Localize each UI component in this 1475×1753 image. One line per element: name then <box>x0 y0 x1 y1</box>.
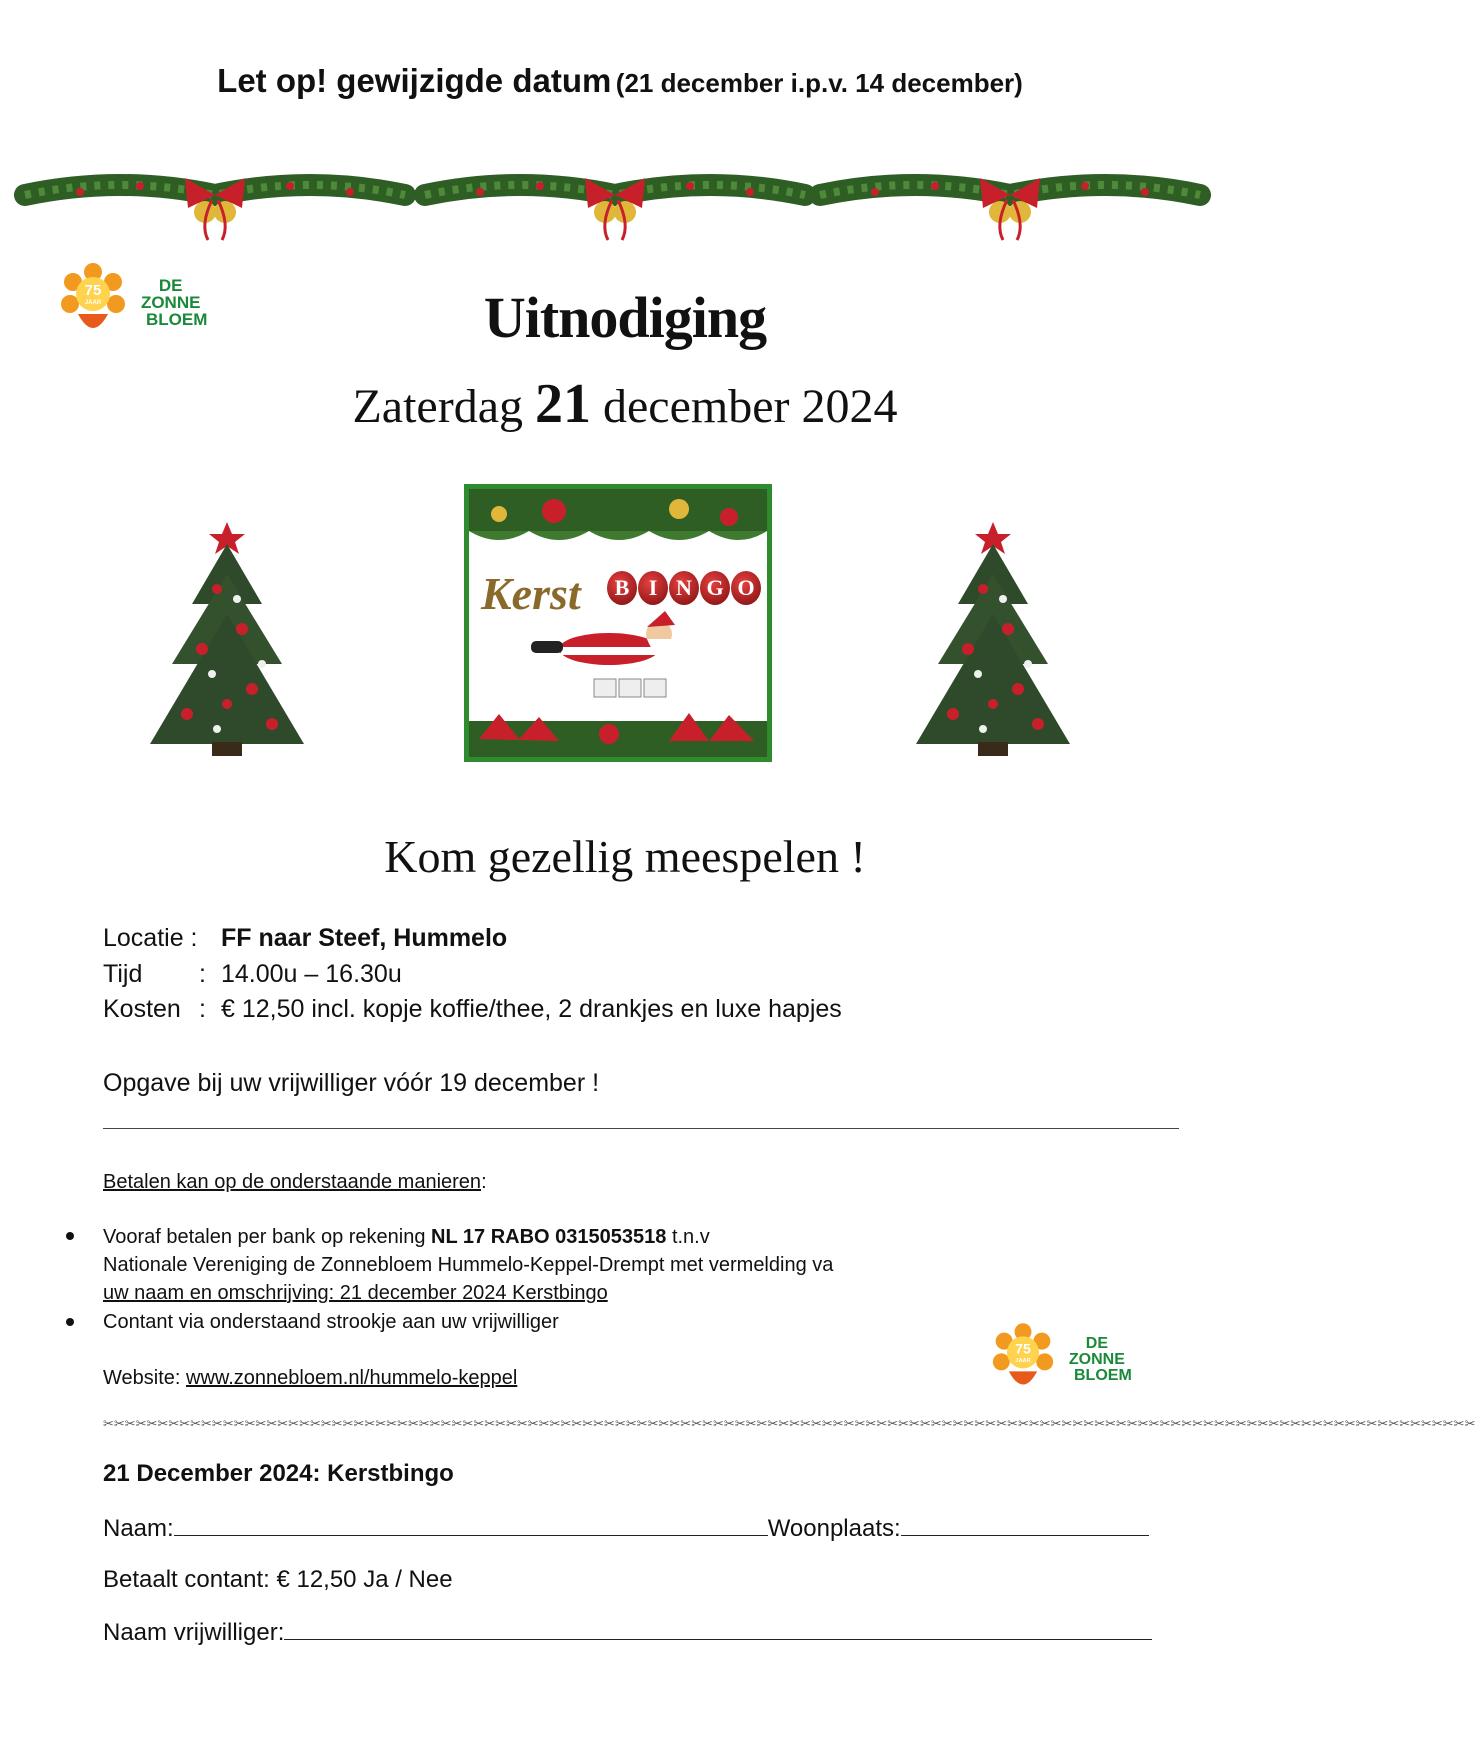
naam-field[interactable] <box>174 1514 768 1536</box>
date-change-notice <box>0 62 1240 100</box>
detail-tijd <box>103 960 402 989</box>
bingo-ball-b: B <box>607 571 637 605</box>
notice-main: Let op! gewijzigde datum <box>217 62 612 99</box>
payment-heading-text: Betalen kan op de onderstaande manieren <box>103 1171 482 1193</box>
kosten-label: Kosten <box>103 995 181 1023</box>
locatie-value: FF naar Steef, Hummelo <box>221 924 508 952</box>
divider-line <box>103 1128 1179 1129</box>
vrijwilliger-label: Naam vrijwilliger: <box>103 1619 285 1646</box>
opgave-text: Opgave bij uw vrijwilliger vóór 19 december ! <box>103 1069 600 1097</box>
slip-vrijwilliger-row <box>103 1618 1152 1647</box>
kerstbingo-image <box>464 484 772 762</box>
slip-betaalt-row: Betaalt contant: € 12,50 Ja / Nee <box>103 1566 453 1593</box>
payment-heading <box>103 1171 487 1194</box>
tijd-label: Tijd <box>103 960 143 988</box>
locatie-label: Locatie : <box>103 924 198 952</box>
bingo-ball-g: G <box>700 571 730 605</box>
garland-decoration-right <box>815 160 1205 250</box>
slip-naam-row <box>103 1514 1149 1543</box>
garland-decoration-center <box>420 160 810 250</box>
bingo-image-decoration <box>469 489 767 757</box>
date-day-number: 21 <box>535 373 591 435</box>
date-month-year: december 2024 <box>603 380 898 433</box>
kosten-separator: : <box>199 995 206 1023</box>
payment-reference-line: uw naam en omschrijving: 21 december 2024 Kerstbingo <box>103 1282 608 1304</box>
bank-suffix: t.n.v <box>671 1226 710 1248</box>
svg-text:75: 75 <box>1015 1340 1031 1357</box>
garland-decoration-left <box>20 160 410 250</box>
slogan: Kom gezellig meespelen ! <box>384 831 866 882</box>
bingo-balls <box>607 571 761 605</box>
detail-locatie <box>103 924 507 953</box>
payment-contant-line: Contant via onderstaand strookje aan uw vrijwilliger <box>103 1311 559 1333</box>
website-link[interactable]: www.zonnebloem.nl/hummelo-keppel <box>186 1367 518 1389</box>
zonnebloem-logo-bottom <box>990 1322 1132 1398</box>
bingo-ball-o: O <box>731 571 761 605</box>
tijd-separator: : <box>199 960 206 988</box>
christmas-tree-right-icon <box>908 514 1078 764</box>
scissors-cut-line: ✂✂✂✂✂✂✂✂✂✂✂✂✂✂✂✂✂✂✂✂✂✂✂✂✂✂✂✂✂✂✂✂✂✂✂✂✂✂✂✂✂✂✂✂✂✂✂✂✂✂✂✂✂✂✂✂✂✂✂✂✂✂✂✂✂✂✂✂✂✂✂✂✂✂✂✂✂✂✂✂✂✂✂✂✂✂✂✂✂✂✂✂✂✂✂✂✂✂✂✂✂✂✂✂✂✂✂✂✂✂✂✂✂✂✂✂✂✂✂✂✂✂✂✂✂✂ <box>103 1416 1475 1431</box>
kerstbingo-wordmark <box>477 567 767 617</box>
kosten-value: € 12,50 incl. kopje koffie/thee, 2 drankjes en luxe hapjes <box>221 995 842 1023</box>
naam-label: Naam: <box>103 1515 174 1542</box>
slip-title: 21 December 2024: Kerstbingo <box>103 1460 454 1487</box>
payment-heading-colon: : <box>481 1171 487 1193</box>
page-title: Uitnodiging <box>483 285 767 350</box>
sunflower-icon <box>990 1322 1056 1398</box>
website-label: Website: <box>103 1367 181 1389</box>
detail-kosten <box>103 995 842 1024</box>
bingo-ball-n: N <box>669 571 699 605</box>
woonplaats-field[interactable] <box>901 1514 1149 1536</box>
logo-wordmark: DE ZONNE BLOEM <box>1068 1335 1132 1384</box>
payment-recipient-line: Nationale Vereniging de Zonnebloem Hummelo-Keppel-Drempt met vermelding va <box>103 1254 834 1276</box>
kerst-text: Kerst <box>481 568 581 619</box>
svg-text:JAAR: JAAR <box>84 300 102 306</box>
notice-detail: (21 december i.p.v. 14 december) <box>615 68 1023 98</box>
date-day-name: Zaterdag <box>352 380 523 433</box>
logo-wordmark: DE ZONNE BLOEM <box>140 275 208 329</box>
christmas-tree-left-icon <box>142 514 312 764</box>
bullet-icon <box>66 1232 74 1240</box>
svg-text:JAAR: JAAR <box>1015 1357 1031 1364</box>
website-line <box>103 1367 517 1390</box>
bingo-ball-i: I <box>638 571 668 605</box>
svg-text:75: 75 <box>84 282 102 299</box>
iban-number: NL 17 RABO 0315053518 <box>431 1226 667 1248</box>
woonplaats-label: Woonplaats: <box>767 1515 901 1542</box>
bank-prefix: Vooraf betalen per bank op rekening <box>103 1226 426 1248</box>
tijd-value: 14.00u – 16.30u <box>221 960 402 988</box>
vrijwilliger-field[interactable] <box>284 1618 1152 1640</box>
bullet-icon <box>66 1318 74 1326</box>
event-date <box>0 372 1250 436</box>
payment-bank-line <box>103 1226 710 1249</box>
